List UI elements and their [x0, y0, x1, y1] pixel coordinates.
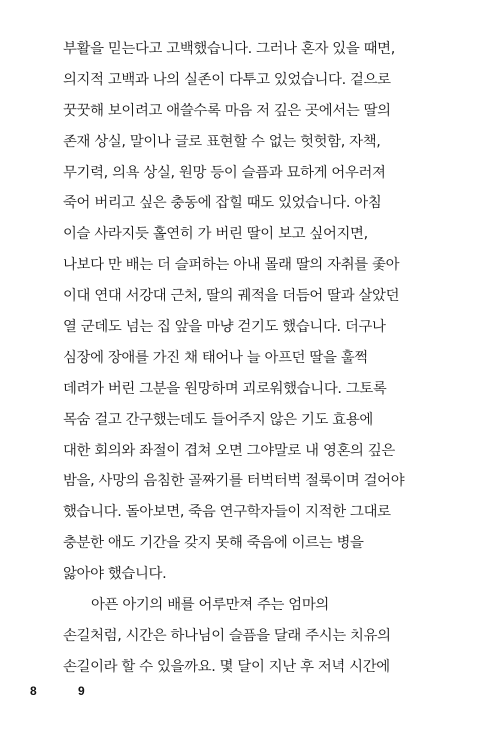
- text-line: 손길처럼, 시간은 하나님이 슬픔을 달래 주시는 치유의: [63, 627, 391, 644]
- page-number-right: 9: [78, 684, 85, 698]
- page-number-footer: [30, 684, 85, 698]
- text-line: 데려가 버린 그분을 원망하며 괴로워했습니다. 그토록: [63, 380, 387, 397]
- text-line: 아픈 아기의 배를 어루만져 주는 엄마의: [91, 597, 329, 614]
- text-line: 열 군데도 넘는 집 앞을 마냥 걷기도 했습니다. 더구나: [63, 319, 386, 336]
- text-line: 손길이라 할 수 있을까요. 몇 달이 지난 후 저녁 시간에: [63, 658, 390, 675]
- text-line: 나보다 만 배는 더 슬퍼하는 아내 몰래 딸의 자취를 좇아: [63, 257, 400, 274]
- page-number-left: 8: [30, 684, 37, 698]
- text-line: 이슬 사라지듯 홀연히 가 버린 딸이 보고 싶어지면,: [63, 226, 368, 243]
- body-text: [63, 34, 443, 683]
- text-line: 대한 회의와 좌절이 겹쳐 오면 그야말로 내 영혼의 깊은: [63, 442, 395, 459]
- text-line: 존재 상실, 말이나 글로 표현할 수 없는 헛헛함, 자책,: [63, 133, 381, 150]
- text-line: 꿋꿋해 보이려고 애쓸수록 마음 저 깊은 곳에서는 딸의: [63, 102, 391, 119]
- text-line: 부활을 믿는다고 고백했습니다. 그러나 혼자 있을 때면,: [63, 41, 395, 57]
- text-line: 무기력, 의욕 상실, 원망 등이 슬픔과 묘하게 어우러져: [63, 164, 386, 181]
- text-line: 했습니다. 돌아보면, 죽음 연구학자들이 지적한 그대로: [63, 504, 391, 521]
- text-line: 죽어 버리고 싶은 충동에 잡힐 때도 있었습니다. 아침: [63, 195, 382, 212]
- text-line: 목숨 걸고 간구했는데도 들어주지 않은 기도 효용에: [63, 411, 373, 428]
- text-line: 밤을, 사망의 음침한 골짜기를 터벅터벅 절룩이며 걸어야: [63, 473, 405, 490]
- text-line: 충분한 애도 기간을 갖지 못해 죽음에 이르는 병을: [63, 535, 364, 552]
- text-line: 의지적 고백과 나의 실존이 다투고 있었습니다. 겉으로: [63, 71, 391, 88]
- text-line: 앓아야 했습니다.: [63, 566, 167, 583]
- text-line: 심장에 장애를 가진 채 태어나 늘 아프던 딸을 훌쩍: [63, 349, 368, 366]
- text-line: 이대 연대 서강대 근처, 딸의 궤적을 더듬어 딸과 살았던: [63, 288, 400, 305]
